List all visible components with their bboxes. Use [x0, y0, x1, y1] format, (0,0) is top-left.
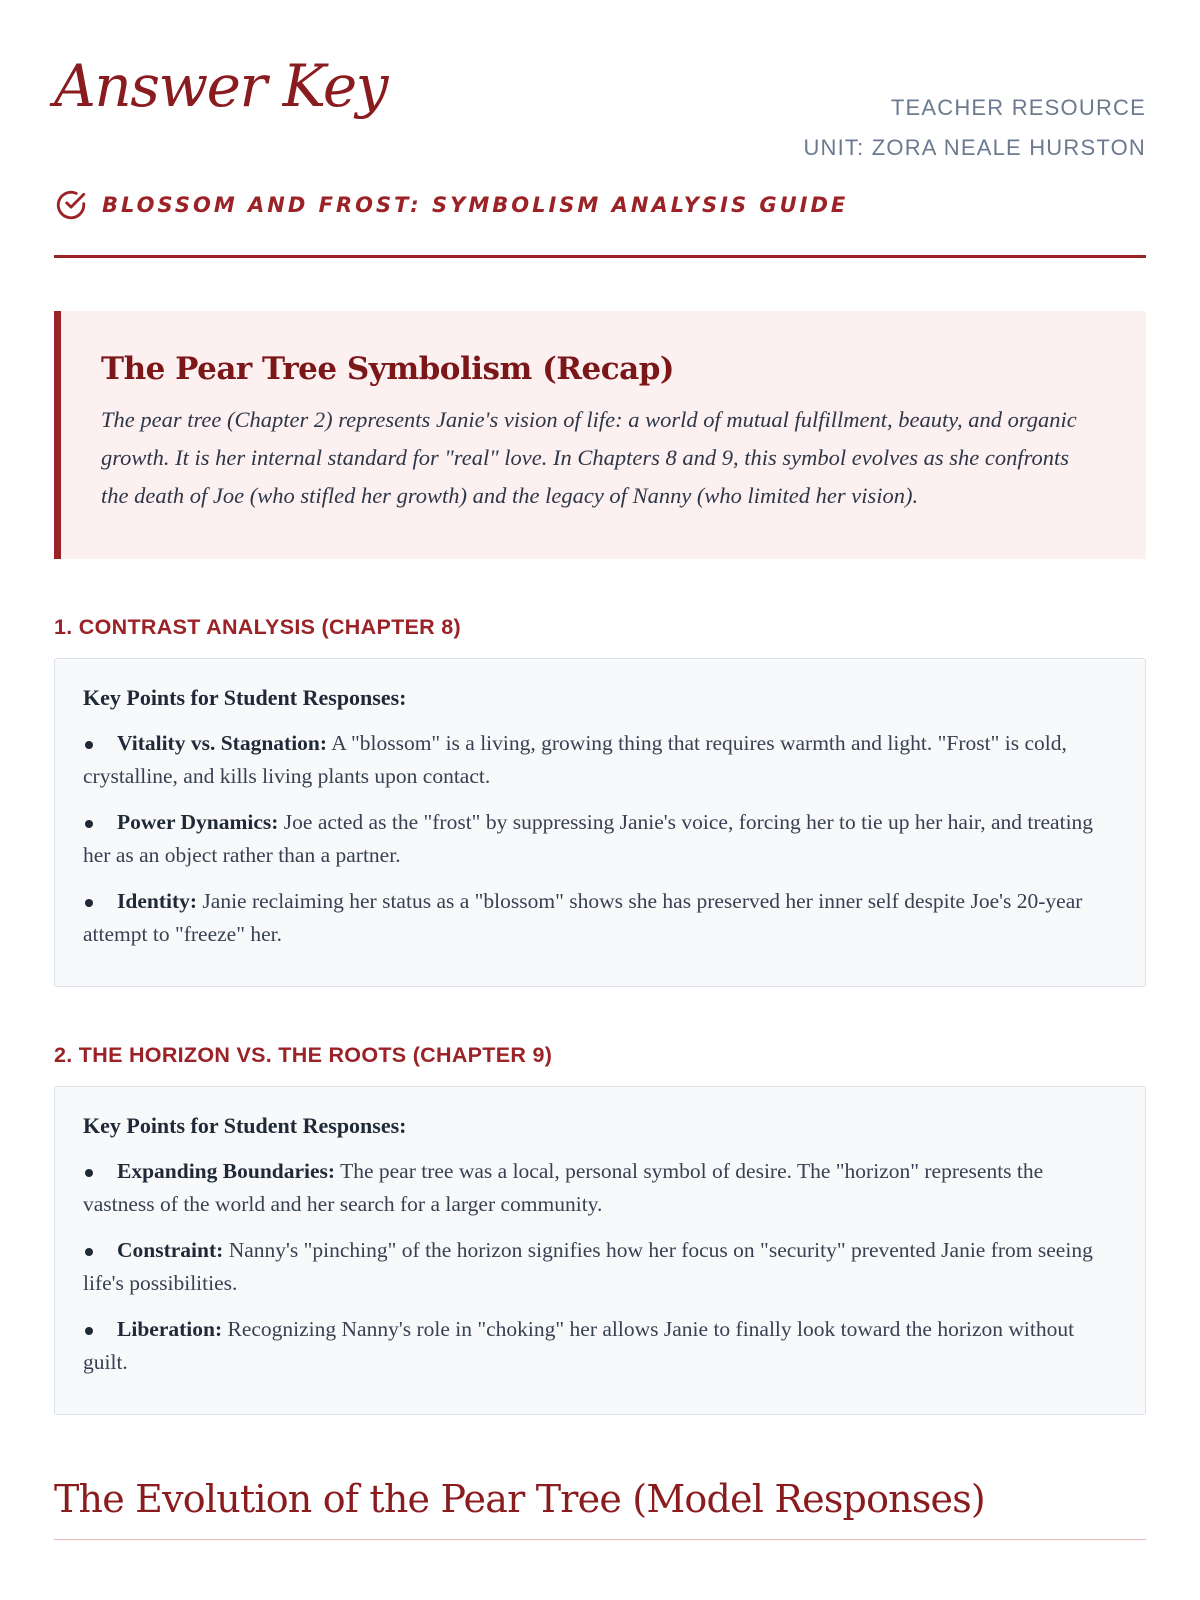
point-text: The pear tree was a local, personal symbol of desire. The "horizon" represents the vastness of the world and her search for a larger community.	[83, 1159, 1044, 1216]
point-term: Constraint:	[117, 1238, 224, 1262]
page-title: Answer Key	[54, 52, 387, 120]
header-meta	[803, 88, 1146, 168]
point-text: Joe acted as the "frost" by suppressing Janie's voice, forcing her to tie up her hair, and treating her as an object rather than a partner.	[83, 810, 1094, 867]
key-points-list	[83, 1155, 1117, 1379]
point-term: Identity:	[117, 889, 198, 913]
list-item	[83, 1313, 1117, 1379]
key-points-card-horizon	[54, 1086, 1146, 1415]
resource-label: TEACHER RESOURCE	[890, 95, 1146, 120]
card-title: Key Points for Student Responses:	[83, 685, 407, 710]
unit-label: UNIT: ZORA NEALE HURSTON	[803, 135, 1146, 160]
point-text: Janie reclaiming her status as a "blossom" shows she has preserved her inner self despite Joe's 20-year attempt to "freeze" her.	[83, 889, 1083, 946]
recap-callout	[54, 311, 1146, 559]
recap-title: The Pear Tree Symbolism (Recap)	[101, 351, 675, 387]
evolution-heading: The Evolution of the Pear Tree (Model Responses)	[54, 1477, 1146, 1540]
check-circle-icon	[54, 188, 88, 222]
point-text: Recognizing Nanny's role in "choking" her allows Janie to finally look toward the horizon without guilt.	[83, 1317, 1075, 1374]
point-term: Liberation:	[117, 1317, 223, 1341]
key-points-card-contrast	[54, 658, 1146, 987]
list-item	[83, 727, 1117, 793]
point-text: A "blossom" is a living, growing thing that requires warmth and light. "Frost" is cold, crystalline, and kills living plants upon contact.	[83, 731, 1067, 788]
subtitle-text: BLOSSOM AND FROST: SYMBOLISM ANALYSIS GUIDE	[102, 193, 849, 217]
list-item	[83, 1234, 1117, 1300]
list-item	[83, 806, 1117, 872]
point-term: Power Dynamics:	[117, 810, 279, 834]
key-points-list	[83, 727, 1117, 951]
recap-body: The pear tree (Chapter 2) represents Janie's vision of life: a world of mutual fulfillment, beauty, and organic growth. It is her internal standard for "real" love. In Chapters 8 and 9, this symbol evolves as she confronts the death of Joe (who stifled her growth) and the legacy of Nanny (who limited her vision).	[101, 407, 1077, 508]
section-heading-contrast: 1. CONTRAST ANALYSIS (CHAPTER 8)	[54, 615, 461, 639]
list-item	[83, 1155, 1117, 1221]
point-text: Nanny's "pinching" of the horizon signifies how her focus on "security" prevented Janie from seeing life's possibilities.	[83, 1238, 1093, 1295]
list-item	[83, 885, 1117, 951]
page-header	[54, 0, 1146, 258]
point-term: Expanding Boundaries:	[117, 1159, 336, 1183]
card-title: Key Points for Student Responses:	[83, 1113, 407, 1138]
point-term: Vitality vs. Stagnation:	[117, 731, 328, 755]
section-heading-horizon: 2. THE HORIZON VS. THE ROOTS (CHAPTER 9)	[54, 1043, 553, 1067]
guide-subtitle	[54, 188, 848, 222]
